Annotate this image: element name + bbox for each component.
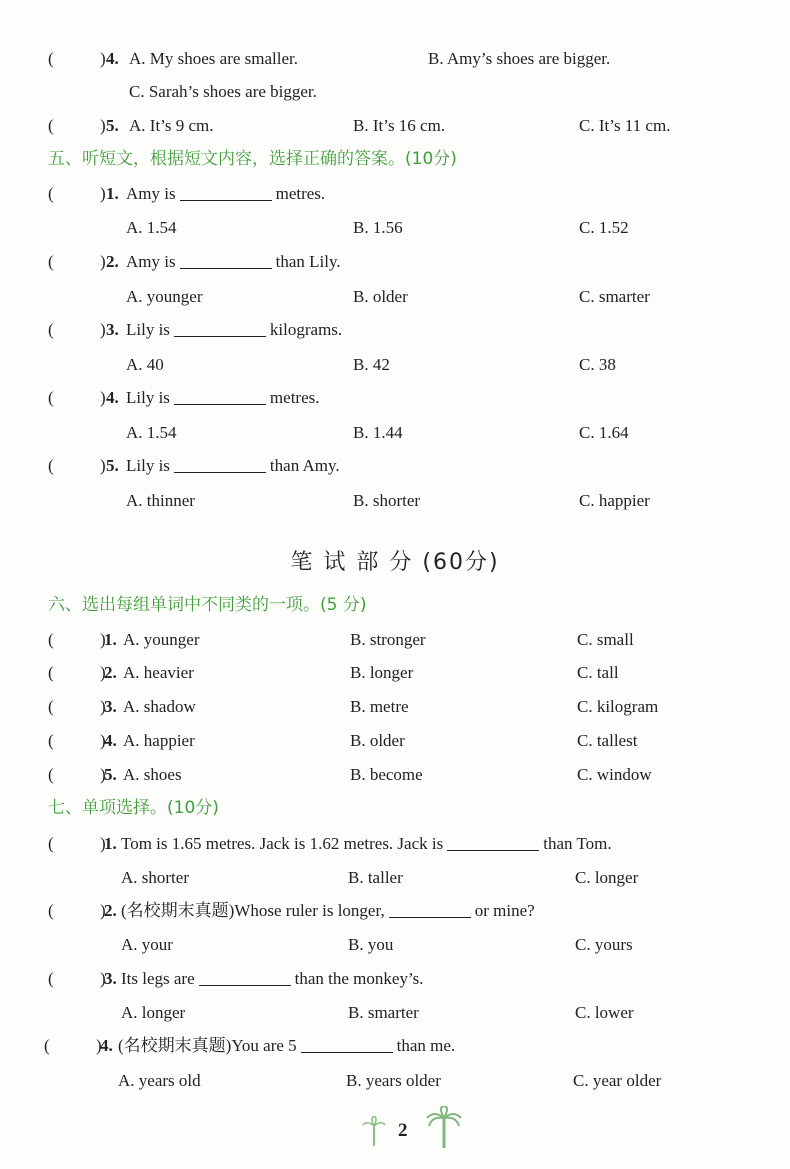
- question-options-row: [0, 932, 790, 958]
- question-stem: Its legs are than the monkey’s.: [121, 969, 424, 988]
- answer-blank: [389, 899, 471, 918]
- option-a: A. 40: [126, 355, 164, 374]
- question-number: 4.: [104, 731, 117, 750]
- option-b: B. It’s 16 cm.: [353, 116, 446, 135]
- option-a: A. longer: [121, 1003, 186, 1022]
- option-b: B. taller: [348, 868, 403, 887]
- palm-tree-icon: [426, 1106, 462, 1148]
- option-b: B. become: [350, 765, 423, 784]
- option-b: B. older: [353, 287, 408, 306]
- question-row: [0, 762, 790, 788]
- question-row: [0, 317, 790, 343]
- option-c: C. 1.64: [579, 423, 629, 442]
- question-number: 4.: [106, 49, 119, 68]
- question-number: 4.: [106, 388, 119, 407]
- option-a: A. My shoes are smaller.: [129, 49, 299, 68]
- question-row: [0, 1033, 790, 1059]
- question-options-row: [0, 79, 790, 105]
- option-b: B. stronger: [350, 630, 426, 649]
- question-stem: Tom is 1.65 metres. Jack is 1.62 metres. Jack is than Tom.: [121, 834, 612, 853]
- option-c: C. yours: [575, 935, 633, 954]
- answer-bracket: ( ): [48, 49, 106, 68]
- question-options-row: [0, 1000, 790, 1026]
- question-stem: Lily is kilograms.: [126, 320, 343, 339]
- question-row: [0, 181, 790, 207]
- option-b: B. 1.56: [353, 218, 403, 237]
- answer-bracket: ( ): [44, 1036, 102, 1055]
- answer-bracket: ( ): [48, 320, 106, 339]
- page-footer: [0, 1112, 790, 1152]
- option-a: A. younger: [123, 630, 200, 649]
- question-number: 5.: [106, 456, 119, 475]
- answer-bracket: ( ): [48, 731, 106, 750]
- question-row: [0, 694, 790, 720]
- question-row: [0, 831, 790, 857]
- answer-bracket: ( ): [48, 834, 106, 853]
- answer-bracket: ( ): [48, 388, 106, 407]
- question-row: [0, 453, 790, 479]
- option-a: A. shadow: [123, 697, 196, 716]
- option-c: C. longer: [575, 868, 639, 887]
- answer-bracket: ( ): [48, 184, 106, 203]
- written-part-title: 笔 试 部 分 (60分): [290, 550, 500, 575]
- question-row: [0, 46, 790, 72]
- answer-bracket: ( ): [48, 630, 106, 649]
- question-options-row: [0, 352, 790, 378]
- section-heading: 七、单项选择。(10分): [48, 798, 219, 818]
- option-a: A. thinner: [126, 491, 195, 510]
- question-options-row: [0, 865, 790, 891]
- answer-blank: [180, 182, 272, 201]
- question-stem: Lily is than Amy.: [126, 456, 340, 475]
- answer-blank: [301, 1034, 393, 1053]
- answer-bracket: ( ): [48, 901, 106, 920]
- answer-bracket: ( ): [48, 252, 106, 271]
- option-a: A. 1.54: [126, 218, 177, 237]
- question-number: 5.: [104, 765, 117, 784]
- question-number: 2.: [104, 901, 117, 920]
- question-row: [0, 627, 790, 653]
- option-c: C. smarter: [579, 287, 650, 306]
- option-c: C. tallest: [577, 731, 638, 750]
- question-options-row: [0, 488, 790, 514]
- palm-tree-icon: [362, 1116, 386, 1146]
- question-stem: Amy is metres.: [126, 184, 326, 203]
- answer-blank: [174, 386, 266, 405]
- option-a: A. younger: [126, 287, 203, 306]
- question-number: 2.: [104, 663, 117, 682]
- option-c: C. 38: [579, 355, 616, 374]
- answer-blank: [180, 250, 272, 269]
- question-row: [0, 249, 790, 275]
- option-b: B. you: [348, 935, 394, 954]
- option-b: B. 1.44: [353, 423, 403, 442]
- answer-blank: [199, 967, 291, 986]
- question-number: 1.: [104, 630, 117, 649]
- option-b: B. longer: [350, 663, 414, 682]
- question-number: 3.: [104, 697, 117, 716]
- answer-blank: [447, 832, 539, 851]
- option-a: A. 1.54: [126, 423, 177, 442]
- question-number: 1.: [106, 184, 119, 203]
- question-stem: Amy is than Lily.: [126, 252, 341, 271]
- option-c: C. kilogram: [577, 697, 659, 716]
- question-row: [0, 385, 790, 411]
- answer-blank: [174, 318, 266, 337]
- option-a: A. It’s 9 cm.: [129, 116, 214, 135]
- question-options-row: [0, 284, 790, 310]
- option-a: A. years old: [118, 1071, 201, 1090]
- option-c: C. lower: [575, 1003, 634, 1022]
- option-c: C. 1.52: [579, 218, 629, 237]
- page-number: 2: [398, 1120, 408, 1141]
- answer-bracket: ( ): [48, 697, 106, 716]
- question-stem: (名校期末真题)You are 5 than me.: [118, 1036, 456, 1055]
- option-c: C. happier: [579, 491, 650, 510]
- question-row: [0, 966, 790, 992]
- option-c: C. tall: [577, 663, 619, 682]
- answer-blank: [174, 454, 266, 473]
- answer-bracket: ( ): [48, 765, 106, 784]
- question-options-row: [0, 215, 790, 241]
- question-options-row: [0, 420, 790, 446]
- question-row: [0, 113, 790, 139]
- question-row: [0, 728, 790, 754]
- answer-bracket: ( ): [48, 969, 106, 988]
- option-b: B. smarter: [348, 1003, 419, 1022]
- answer-bracket: ( ): [48, 456, 106, 475]
- option-c: C. Sarah’s shoes are bigger.: [129, 82, 317, 101]
- answer-bracket: ( ): [48, 663, 106, 682]
- option-a: A. your: [121, 935, 173, 954]
- question-number: 1.: [104, 834, 117, 853]
- option-a: A. shoes: [123, 765, 182, 784]
- option-b: B. Amy’s shoes are bigger.: [428, 49, 611, 68]
- question-row: [0, 898, 790, 924]
- option-b: B. metre: [350, 697, 409, 716]
- question-number: 3.: [104, 969, 117, 988]
- question-options-row: [0, 1068, 790, 1094]
- question-number: 5.: [106, 116, 119, 135]
- option-b: B. older: [350, 731, 405, 750]
- option-c: C. window: [577, 765, 652, 784]
- option-b: B. shorter: [353, 491, 421, 510]
- answer-bracket: ( ): [48, 116, 106, 135]
- option-c: C. year older: [573, 1071, 662, 1090]
- question-stem: (名校期末真题)Whose ruler is longer, or mine?: [121, 901, 535, 920]
- question-number: 3.: [106, 320, 119, 339]
- option-b: B. 42: [353, 355, 390, 374]
- option-a: A. happier: [123, 731, 195, 750]
- section-heading: 六、选出每组单词中不同类的一项。(5 分): [48, 595, 367, 615]
- question-stem: Lily is metres.: [126, 388, 320, 407]
- option-a: A. shorter: [121, 868, 189, 887]
- option-c: C. It’s 11 cm.: [579, 116, 671, 135]
- option-a: A. heavier: [123, 663, 194, 682]
- option-c: C. small: [577, 630, 634, 649]
- question-row: [0, 660, 790, 686]
- section-heading: 五、听短文，根据短文内容，选择正确的答案。(10分): [48, 149, 457, 169]
- option-b: B. years older: [346, 1071, 441, 1090]
- question-number: 2.: [106, 252, 119, 271]
- question-number: 4.: [100, 1036, 113, 1055]
